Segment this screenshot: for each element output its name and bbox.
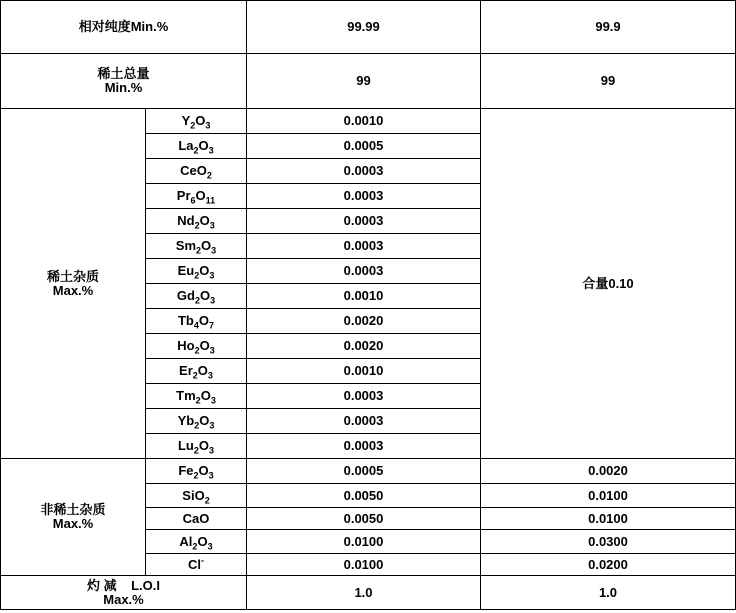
impurity-value-b: 0.0100 [481, 508, 736, 530]
non-rare-earth-impurities-label-line1: 非稀土杂质 [40, 502, 106, 517]
element-symbol: Cl [188, 556, 201, 572]
non-rare-earth-impurity-row [1, 459, 736, 484]
formula-cell [146, 234, 247, 259]
rare-earth-impurities-label-line2: Max.% [52, 282, 94, 298]
impurity-value-a: 0.0003 [247, 434, 481, 459]
element-symbol: Tb [177, 313, 194, 328]
impurity-value-a: 0.0020 [247, 309, 481, 334]
non-rare-earth-impurities-label-line2: Max.% [52, 516, 94, 531]
non-rare-earth-impurities-label [1, 459, 146, 576]
oxygen-symbol: O [199, 288, 211, 303]
impurity-value-a: 0.0100 [247, 530, 481, 554]
rare-earth-total-label [1, 54, 247, 109]
subscript: 3 [205, 120, 211, 131]
impurity-value-a: 0.0010 [247, 109, 481, 134]
oxygen-symbol: O [199, 338, 210, 353]
subscript: 2 [194, 295, 200, 306]
formula-cell [146, 508, 247, 530]
oxygen-symbol: O [199, 263, 210, 278]
impurity-value-b: 0.0200 [481, 554, 736, 576]
subscript: 2 [190, 120, 196, 131]
subscript: 2 [193, 470, 199, 481]
rare-earth-impurities-label [1, 109, 146, 459]
chemical-formula [176, 188, 216, 206]
chemical-formula [176, 388, 216, 406]
impurity-value-a: 0.0005 [247, 134, 481, 159]
subscript: 3 [210, 395, 216, 406]
element-symbol: Yb [177, 413, 195, 428]
chemical-formula [177, 263, 215, 281]
oxygen-symbol: O [195, 188, 206, 203]
subscript: 2 [206, 170, 212, 181]
element-symbol: Ho [177, 338, 195, 353]
loi-row [1, 576, 736, 610]
oxygen-symbol: O [196, 163, 207, 178]
oxygen-symbol: O [198, 313, 209, 328]
formula-cell [146, 530, 247, 554]
oxygen-symbol: O [194, 487, 205, 503]
formula-cell [146, 554, 247, 576]
oxygen-symbol: O [197, 363, 208, 378]
chemical-formula [181, 113, 211, 131]
rare-earth-total-value-b: 99 [481, 54, 736, 109]
impurity-value-a: 0.0100 [247, 554, 481, 576]
chemical-formula [179, 533, 213, 552]
relative-purity-value-b: 99.9 [481, 1, 736, 54]
element-symbol: Er [179, 363, 193, 378]
rare-earth-total-value-a: 99 [247, 54, 481, 109]
chemical-formula [183, 511, 210, 526]
element-symbol: La [178, 138, 194, 153]
element-symbol: Si [182, 487, 195, 503]
subscript: 2 [192, 370, 198, 381]
subscript: 11 [205, 195, 216, 206]
oxygen-symbol: O [198, 138, 209, 153]
subscript: 2 [194, 345, 200, 356]
impurity-value-a: 0.0010 [247, 359, 481, 384]
chemical-formula [176, 288, 216, 306]
element-symbol: Ce [180, 163, 197, 178]
element-symbol: Y [181, 113, 191, 128]
formula-cell [146, 459, 247, 484]
formula-cell [146, 384, 247, 409]
impurity-value-a: 0.0003 [247, 209, 481, 234]
chemical-formula [177, 338, 215, 356]
rare-earth-impurity-row [1, 109, 736, 134]
oxygen-symbol: O [201, 238, 212, 253]
formula-cell [146, 109, 247, 134]
impurity-value-a: 0.0003 [247, 234, 481, 259]
element-symbol: Ca [182, 510, 200, 526]
formula-cell [146, 334, 247, 359]
subscript: 2 [194, 420, 200, 431]
oxygen-symbol: O [199, 413, 210, 428]
oxygen-symbol: O [198, 438, 209, 453]
formula-cell [146, 309, 247, 334]
subscript: 2 [193, 445, 199, 456]
chemical-formula [177, 213, 215, 231]
subscript: 2 [196, 245, 202, 256]
formula-cell [146, 359, 247, 384]
subscript: 6 [190, 195, 196, 206]
formula-cell [146, 259, 247, 284]
impurity-value-a: 0.0003 [247, 159, 481, 184]
chemical-formula [180, 163, 212, 181]
subscript: 3 [211, 245, 217, 256]
subscript: 3 [209, 445, 215, 456]
relative-purity-label: 相对纯度Min.% [1, 1, 247, 54]
element-symbol: Gd [176, 288, 195, 303]
relative-purity-value-a: 99.99 [247, 1, 481, 54]
subscript: 4 [193, 320, 199, 331]
oxygen-symbol: O [195, 113, 206, 128]
formula-cell [146, 409, 247, 434]
charge-superscript: - [201, 555, 204, 566]
formula-cell [146, 209, 247, 234]
subscript: 3 [207, 370, 213, 381]
impurity-value-b: 0.0020 [481, 459, 736, 484]
loi-label-line1: 灼 减 L.O.I [87, 577, 160, 593]
impurity-value-a: 0.0003 [247, 409, 481, 434]
chemical-formula [175, 238, 217, 256]
loi-value-b: 1.0 [481, 576, 736, 610]
subscript: 2 [194, 270, 200, 281]
impurity-value-a: 0.0003 [247, 259, 481, 284]
subscript: 3 [209, 345, 215, 356]
element-symbol: Eu [177, 263, 195, 278]
element-symbol: Fe [178, 463, 194, 478]
oxygen-symbol: O [198, 463, 209, 478]
oxygen-symbol: O [199, 213, 210, 228]
subscript: 2 [192, 541, 198, 552]
subscript: 3 [209, 220, 215, 231]
subscript: 3 [209, 270, 215, 281]
subscript: 3 [208, 470, 214, 481]
subscript: 2 [193, 145, 199, 156]
formula-cell [146, 184, 247, 209]
rare-earth-total-label-line1: 稀土总量 [97, 66, 150, 81]
impurity-value-a: 0.0020 [247, 334, 481, 359]
impurity-value-b: 0.0300 [481, 530, 736, 554]
subscript: 7 [209, 320, 215, 331]
chemical-formula [177, 438, 215, 456]
subscript: 3 [210, 295, 216, 306]
rare-earth-total-row [1, 54, 736, 109]
subscript: 3 [208, 145, 214, 156]
impurity-value-a: 0.0003 [247, 384, 481, 409]
chemical-formula [188, 557, 204, 572]
element-symbol: Tm [176, 388, 196, 403]
rare-earth-combined-value-b: 合量0.10 [481, 109, 736, 459]
subscript: 2 [194, 220, 200, 231]
chemical-formula [178, 463, 214, 481]
chemical-formula [182, 487, 210, 506]
impurity-value-b: 0.0100 [481, 484, 736, 508]
impurity-value-a: 0.0010 [247, 284, 481, 309]
formula-cell [146, 434, 247, 459]
impurity-value-a: 0.0050 [247, 484, 481, 508]
impurity-value-a: 0.0003 [247, 184, 481, 209]
formula-cell [146, 134, 247, 159]
chemical-formula [177, 313, 215, 331]
oxygen-symbol: O [200, 388, 211, 403]
subscript: 3 [207, 541, 213, 552]
subscript: 2 [195, 395, 201, 406]
element-symbol: Nd [177, 213, 195, 228]
impurity-value-a: 0.0005 [247, 459, 481, 484]
impurity-value-a: 0.0050 [247, 508, 481, 530]
formula-cell [146, 484, 247, 508]
subscript: 2 [204, 495, 210, 506]
element-symbol: Sm [175, 238, 197, 253]
loi-label [1, 576, 247, 610]
oxygen-symbol: O [199, 510, 210, 526]
chemical-formula [178, 138, 214, 156]
formula-cell [146, 159, 247, 184]
element-symbol: Lu [177, 438, 194, 453]
chemical-formula [179, 363, 213, 381]
chemical-formula [177, 413, 215, 431]
rare-earth-total-label-line2: Min.% [104, 80, 143, 95]
relative-purity-row [1, 1, 736, 54]
loi-label-line2: Max.% [103, 591, 144, 607]
subscript: 3 [209, 420, 215, 431]
loi-value-a: 1.0 [247, 576, 481, 610]
oxygen-symbol: O [197, 533, 208, 549]
element-symbol: Pr [176, 188, 191, 203]
formula-cell [146, 284, 247, 309]
element-symbol: Al [179, 533, 193, 549]
rare-earth-impurities-label-line1: 稀土杂质 [46, 268, 99, 284]
